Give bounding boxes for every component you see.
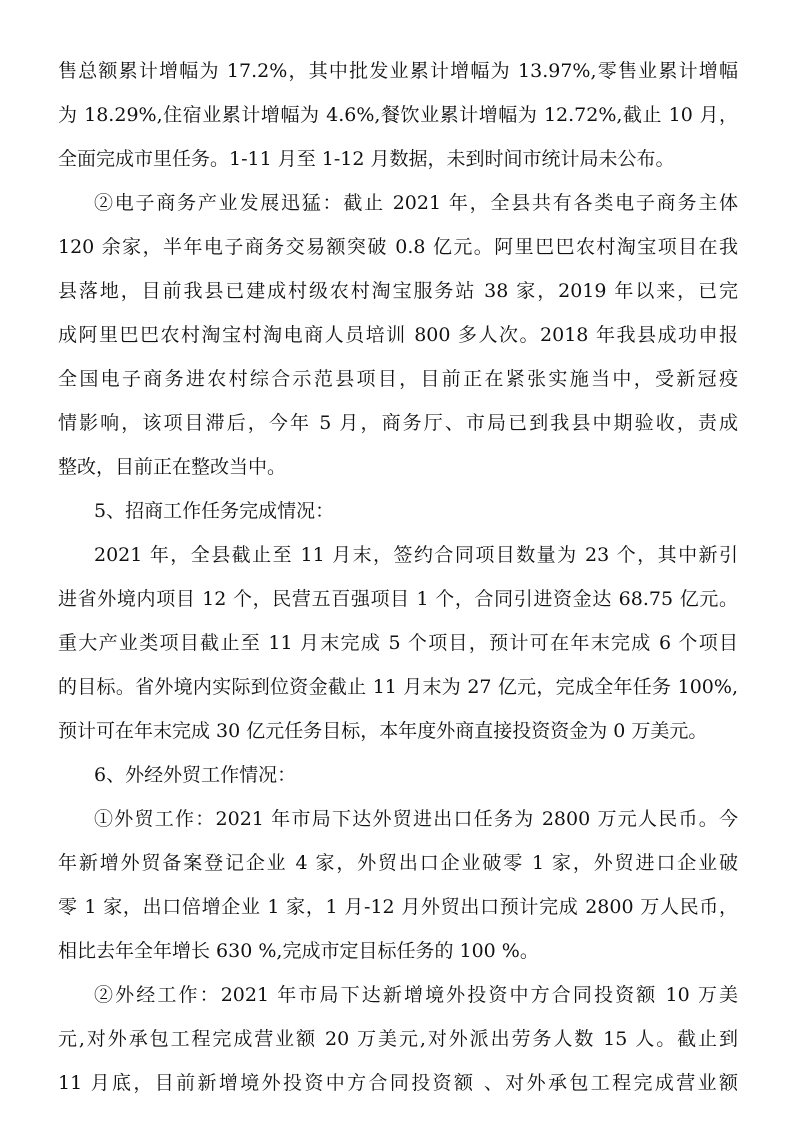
text-line: 的目标。省外境内实际到位资金截止 11 月末为 27 亿元，完成全年任务 100%,: [58, 676, 738, 698]
text-line: 11 月底，目前新增境外投资中方合同投资额 、对外承包工程完成营业额: [58, 1072, 738, 1094]
paragraph-start-line: ①外贸工作：2021 年市局下达外贸进出口任务为 2800 万元人民币。今: [94, 808, 738, 830]
text-line: 元,对外承包工程完成营业额 20 万美元,对外派出劳务人数 15 人。截止到: [58, 1028, 738, 1050]
text-line: 售总额累计增幅为 17.2%，其中批发业累计增幅为 13.97%,零售业累计增幅: [58, 60, 738, 82]
paragraph-start-line: 2021 年，全县截止至 11 月末，签约合同项目数量为 23 个，其中新引: [94, 544, 738, 566]
text-line: 成阿里巴巴农村淘宝村淘电商人员培训 800 多人次。2018 年我县成功申报: [58, 324, 738, 346]
text-line: 重大产业类项目截止至 11 月末完成 5 个项目，预计可在年末完成 6 个项目: [58, 632, 738, 654]
section-heading: 5、招商工作任务完成情况：: [94, 500, 335, 522]
text-line: 情影响，该项目滞后，今年 5 月，商务厅、市局已到我县中期验收，责成: [58, 412, 738, 434]
text-line: 为 18.29%,住宿业累计增幅为 4.6%,餐饮业累计增幅为 12.72%,截止 10 月，: [58, 104, 738, 126]
paragraph-start-line: ②外经工作：2021 年市局下达新增境外投资中方合同投资额 10 万美: [94, 984, 738, 1006]
text-line: 全面完成市里任务。1-11 月至 1-12 月数据，未到时间市统计局未公布。: [58, 148, 675, 170]
text-line: 县落地，目前我县已建成村级农村淘宝服务站 38 家，2019 年以来，已完: [58, 280, 738, 302]
text-line: 全国电子商务进农村综合示范县项目，目前正在紧张实施当中，受新冠疫: [58, 368, 738, 390]
text-line: 进省外境内项目 12 个，民营五百强项目 1 个，合同引进资金达 68.75 亿元。: [58, 588, 738, 610]
text-line: 零 1 家，出口倍增企业 1 家，1 月-12 月外贸出口预计完成 2800 万人民币，: [58, 896, 738, 918]
text-line: 年新增外贸备案登记企业 4 家，外贸出口企业破零 1 家，外贸进口企业破: [58, 852, 738, 874]
paragraph-start-line: ②电子商务产业发展迅猛：截止 2021 年，全县共有各类电子商务主体: [94, 192, 738, 214]
section-heading: 6、外经外贸工作情况：: [94, 764, 297, 786]
text-line: 120 余家，半年电子商务交易额突破 0.8 亿元。阿里巴巴农村淘宝项目在我: [58, 236, 738, 258]
text-line: 整改，目前正在整改当中。: [58, 456, 287, 478]
text-line: 相比去年全年增长 630 %,完成市定目标任务的 100 %。: [58, 940, 539, 962]
text-line: 预计可在年末完成 30 亿元任务目标，本年度外商直接投资资金为 0 万美元。: [58, 720, 708, 742]
